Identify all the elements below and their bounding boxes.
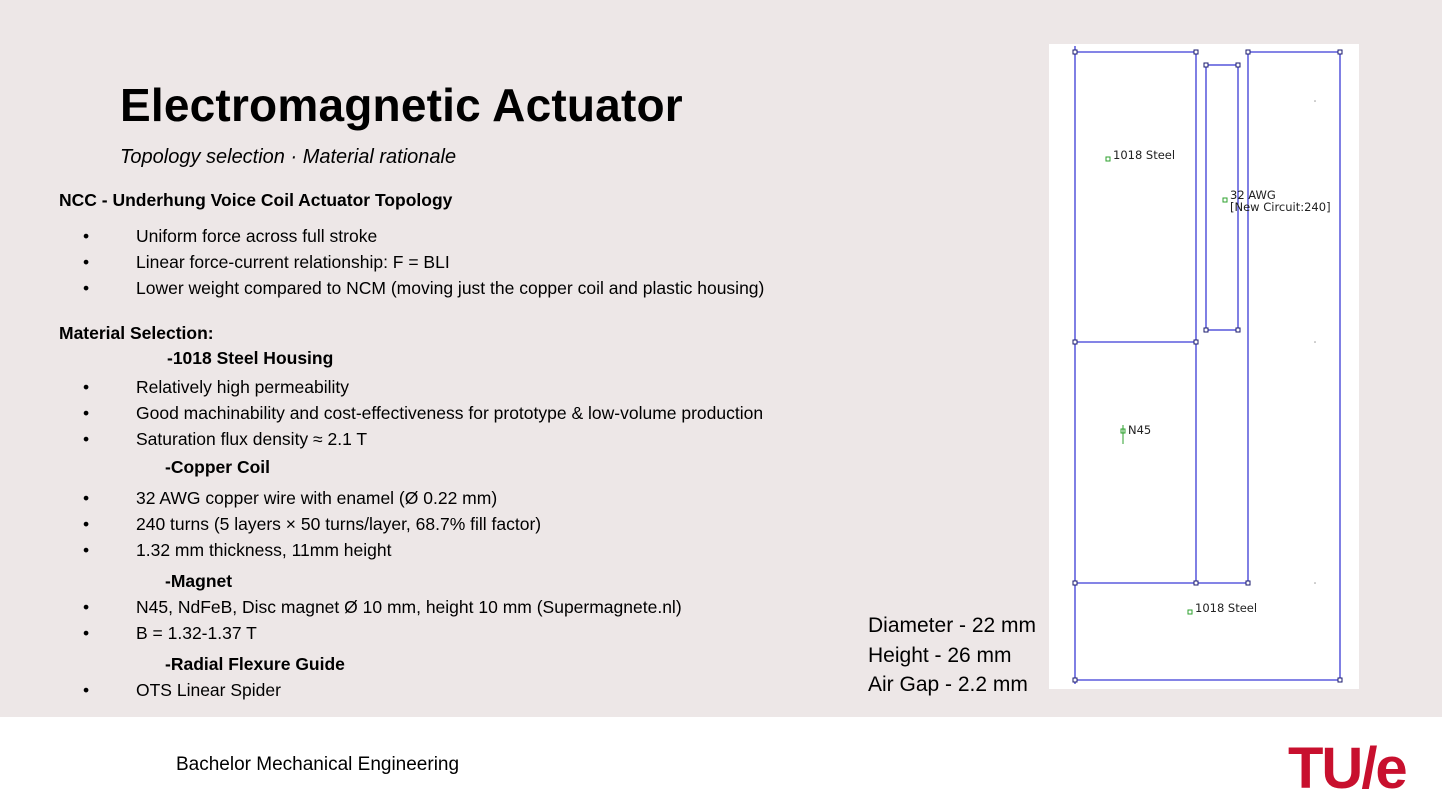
- air-gap-text: Air Gap - 2.2 mm: [868, 673, 1028, 696]
- bullet-icon: •: [83, 377, 90, 397]
- flexure-heading: -Radial Flexure Guide: [165, 654, 345, 674]
- geometry-lines: [1075, 46, 1340, 684]
- list-item-text: 32 AWG copper wire with enamel (Ø 0.22 mm): [136, 488, 498, 508]
- bullet-icon: •: [83, 278, 90, 298]
- label-steel-top: 1018 Steel: [1113, 148, 1176, 162]
- material-labels: [1113, 148, 1331, 615]
- bullet-icon: •: [83, 429, 90, 449]
- footer-text: Bachelor Mechanical Engineering: [176, 754, 460, 775]
- list-item-text: Linear force-current relationship: F = BLI: [136, 252, 450, 272]
- node-markers: [1073, 50, 1342, 682]
- list-item-text: Lower weight compared to NCM (moving just the copper coil and plastic housing): [136, 278, 765, 298]
- slide-title: Electromagnetic Actuator: [120, 79, 683, 131]
- list-item-text: Good machinability and cost-effectiveness for prototype & low-volume production: [136, 403, 764, 423]
- bullet-icon: •: [83, 226, 90, 246]
- height-text: Height - 26 mm: [868, 643, 1012, 667]
- bullet-icon: •: [83, 597, 90, 617]
- list-item-text: 240 turns (5 layers × 50 turns/layer, 68.7% fill factor): [136, 514, 542, 534]
- bullet-icon: •: [83, 514, 90, 534]
- topology-heading: NCC - Underhung Voice Coil Actuator Topology: [59, 190, 453, 210]
- coil-heading: -Copper Coil: [165, 457, 270, 477]
- steel-heading: -1018 Steel Housing: [167, 348, 334, 368]
- actuator-cross-section-figure: [1049, 44, 1359, 689]
- label-markers: [1106, 157, 1227, 614]
- bullet-icon: •: [83, 680, 90, 700]
- bullet-icon: •: [83, 403, 90, 423]
- list-item-text: Uniform force across full stroke: [136, 226, 378, 246]
- label-coil-line1: 32 AWG: [1230, 188, 1276, 202]
- mesh-dots: [1314, 100, 1316, 584]
- bullet-icon: •: [83, 623, 90, 643]
- diameter-text: Diameter - 22 mm: [868, 614, 1037, 637]
- magnet-heading: -Magnet: [165, 571, 233, 591]
- label-coil-line2: [New Circuit:240]: [1230, 200, 1331, 214]
- cross-section-drawing: [1049, 44, 1359, 689]
- list-item-text: OTS Linear Spider: [136, 680, 281, 700]
- material-heading: Material Selection:: [59, 323, 214, 343]
- slide-subtitle: Topology selection · Material rationale: [120, 146, 457, 168]
- list-item-text: 1.32 mm thickness, 11mm height: [136, 540, 392, 560]
- dimensions-block: [868, 611, 1036, 700]
- label-steel-bottom: 1018 Steel: [1195, 601, 1258, 615]
- list-item-text: B = 1.32-1.37 T: [136, 623, 257, 643]
- list-item-text: Relatively high permeability: [136, 377, 350, 397]
- footer: [0, 717, 1442, 809]
- list-item-text: Saturation flux density ≈ 2.1 T: [136, 429, 368, 449]
- bullet-icon: •: [83, 540, 90, 560]
- label-magnet: N45: [1128, 423, 1152, 437]
- tue-logo: TU/e: [1288, 736, 1406, 801]
- bullet-icon: •: [83, 488, 90, 508]
- list-item-text: N45, NdFeB, Disc magnet Ø 10 mm, height 10 mm (Supermagnete.nl): [136, 597, 682, 617]
- bullet-icon: •: [83, 252, 90, 272]
